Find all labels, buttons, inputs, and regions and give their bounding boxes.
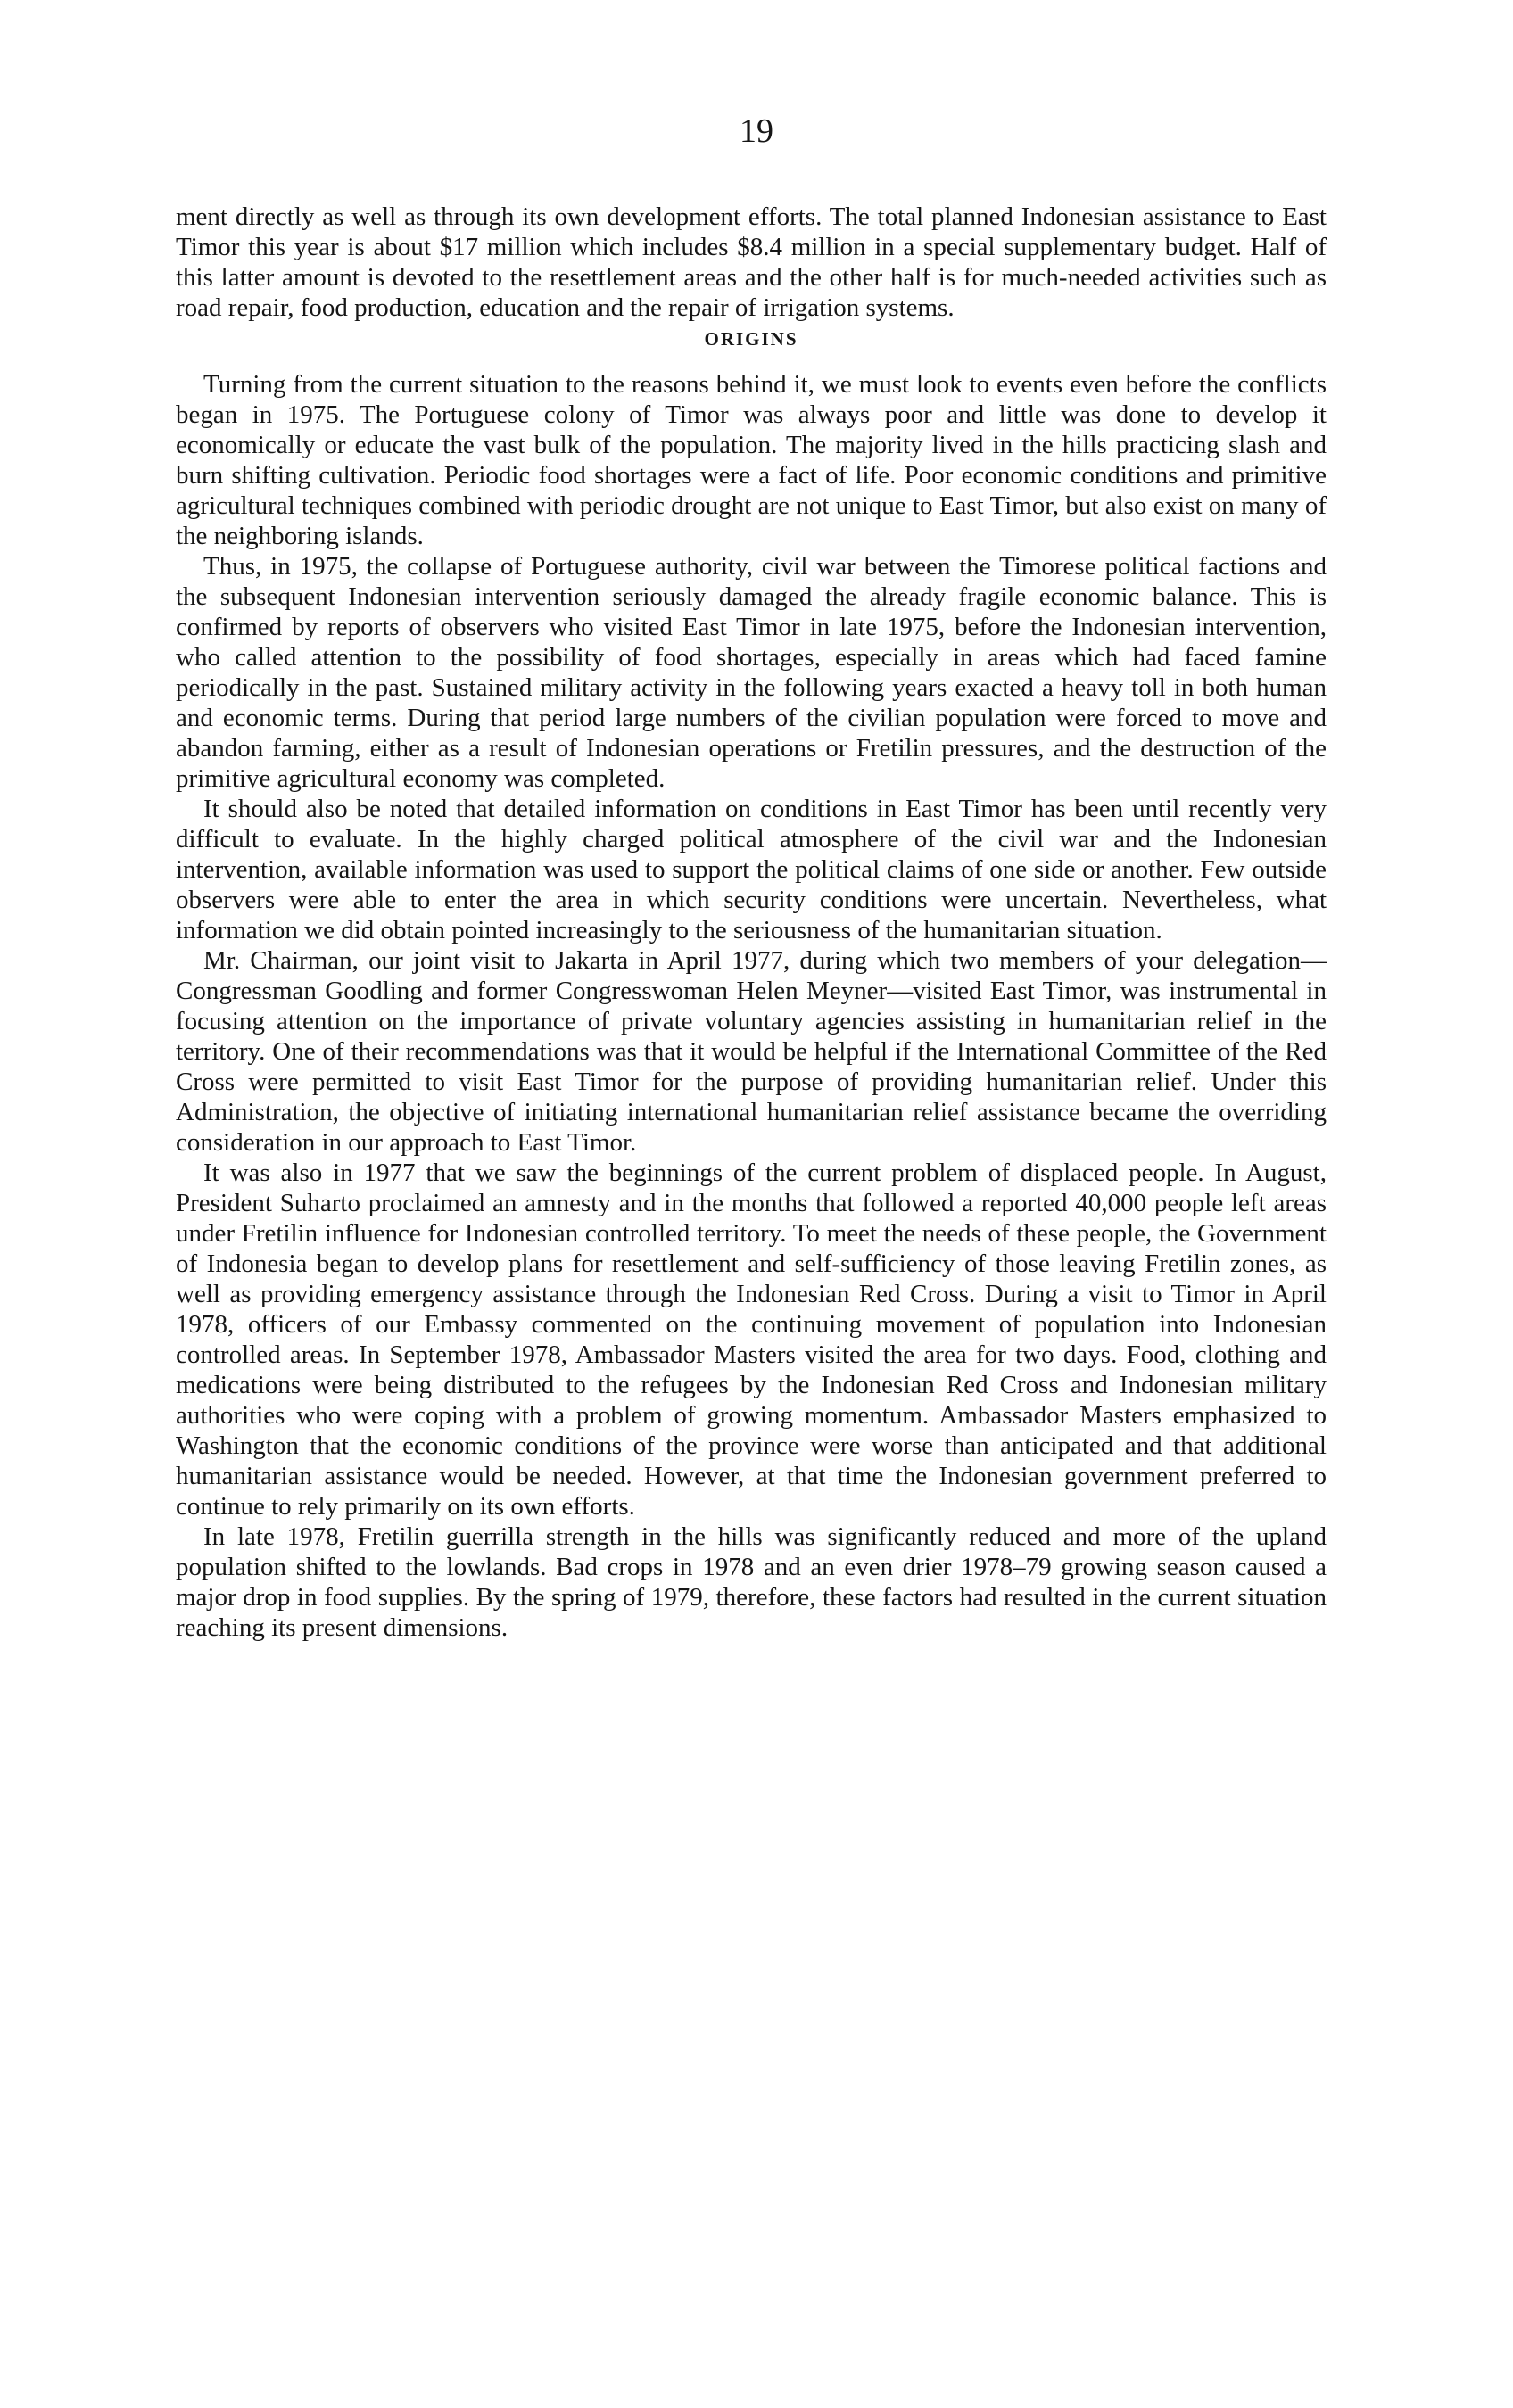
paragraph-3: It should also be noted that detailed information on conditions in East Timor has been until recently very difficult to evaluate. In the highly charged political atmosphere of the civil war and the Indonesian intervention, available information was used to support the political claims of one side or another. Few outside observers were able to enter the area in which security conditions were uncertain. Nevertheless, what information we did obtain pointed increasingly to the seriousness of the humanitarian situation. (176, 795, 1327, 944)
paragraph-1: Turning from the current situation to the reasons behind it, we must look to events even before the conflicts began in 1975. The Portuguese colony of Timor was always poor and little was done to develop it economically or educate the vast bulk of the population. The majority lived in the hills practicing slash and burn shifting cultivation. Periodic food shortages were a fact of life. Poor economic conditions and primitive agricultural techniques combined with periodic drought are not unique to East Timor, but also exist on many of the neighboring islands. (176, 370, 1327, 550)
paragraph-5: It was also in 1977 that we saw the beginnings of the current problem of displaced people. In August, President Suharto proclaimed an amnesty and in the months that followed a reported 40,000 people left areas under Fretilin influence for Indonesian controlled territory. To meet the needs of these people, the Government of Indonesia began to develop plans for resettlement and self-sufficiency of those leaving Fretilin zones, as well as providing emergency assistance through the Indonesian Red Cross. During a visit to Timor in April 1978, officers of our Embassy commented on the continuing movement of population into Indonesian controlled areas. In September 1978, Ambassador Masters visited the area for two days. Food, clothing and medications were being distributed to the refugees by the Indonesian Red Cross and Indonesian military authorities who were coping with a problem of growing momentum. Ambassador Masters emphasized to Washington that the economic conditions of the province were worse than anticipated and that additional humanitarian assistance would be needed. However, at that time the Indonesian government preferred to continue to rely primarily on its own efforts. (176, 1159, 1327, 1521)
paragraph-2: Thus, in 1975, the collapse of Portuguese authority, civil war between the Timorese political factions and the subsequent Indonesian intervention seriously damaged the already fragile economic balance. This is confirmed by reports of observers who visited East Timor in late 1975, before the Indonesian intervention, who called attention to the possibility of food shortages, especially in areas which had faced famine periodically in the past. Sustained military activity in the following years exacted a heavy toll in both human and economic terms. During that period large numbers of the civilian population were forced to move and abandon farming, either as a result of Indonesian operations or Fretilin pressures, and the destruction of the primitive agricultural economy was completed. (176, 552, 1327, 793)
paragraph-6: In late 1978, Fretilin guerrilla strength in the hills was significantly reduced and more of the upland population shifted to the lowlands. Bad crops in 1978 and an even drier 1978–79 growing season caused a major drop in food supplies. By the spring of 1979, therefore, these factors had resulted in the current situation reaching its present dimensions. (176, 1522, 1327, 1642)
paragraph-continued: ment directly as well as through its own development efforts. The total planned Indonesian assistance to East Timor this year is about $17 million which includes $8.4 million in a special supplementary budget. Half of this latter amount is devoted to the resettlement areas and the other half is for much-needed activities such as road repair, food production, education and the repair of irrigation systems. (176, 202, 1327, 322)
page-number: 19 (740, 112, 773, 150)
paragraph-4: Mr. Chairman, our joint visit to Jakarta in April 1977, during which two members of your delegation—Congressman Goodling and former Congresswoman Helen Meyner—visited East Timor, was instrumental in focusing attention on the importance of private voluntary agencies assisting in humanitarian relief in the territory. One of their recommendations was that it would be helpful if the International Committee of the Red Cross were permitted to visit East Timor for the purpose of providing humanitarian relief. Under this Administration, the objective of initiating international humanitarian relief assistance became the overriding consideration in our approach to East Timor. (176, 946, 1327, 1157)
body-text (176, 202, 1327, 1643)
section-heading: ORIGINS (704, 328, 798, 350)
